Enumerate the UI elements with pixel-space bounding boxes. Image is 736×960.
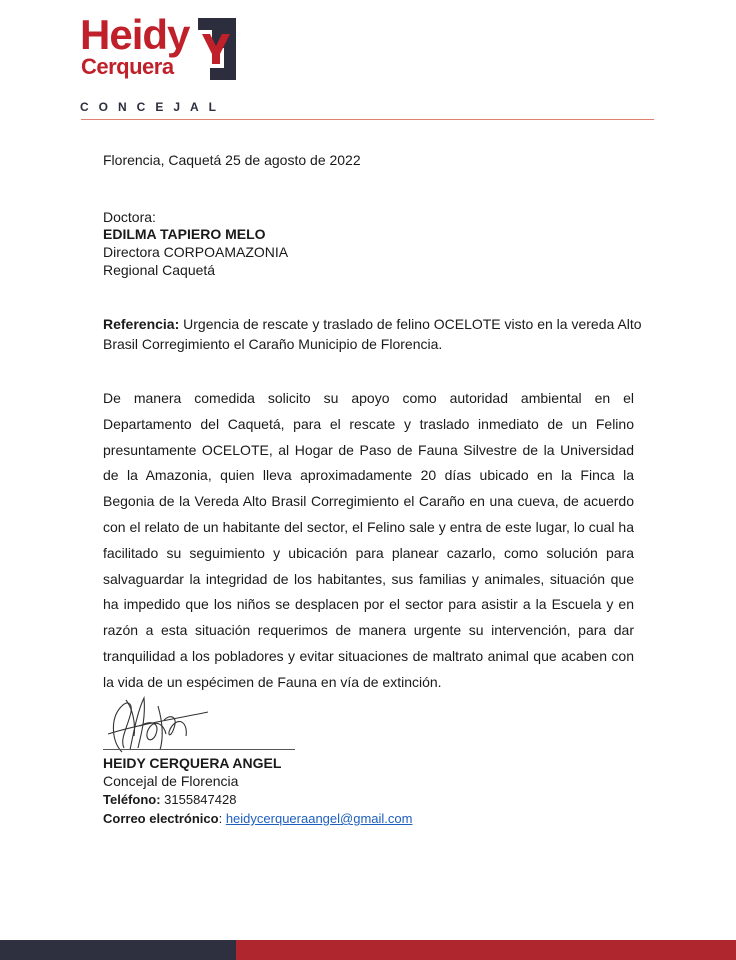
phone-label: Teléfono: — [103, 792, 161, 807]
logo-name-top: Heidy — [80, 11, 190, 58]
signer-name: HEIDY CERQUERA ANGEL — [103, 755, 282, 771]
email-label: Correo electrónico — [103, 811, 219, 826]
email-link[interactable]: heidycerqueraangel@gmail.com — [225, 811, 413, 826]
logo — [80, 11, 250, 114]
email-separator: : — [218, 811, 226, 826]
reference — [103, 315, 648, 354]
recipient-name: EDILMA TAPIERO MELO — [103, 226, 266, 242]
header-divider — [81, 119, 654, 120]
salutation: Doctora: — [103, 209, 156, 225]
handwritten-signature — [100, 690, 210, 756]
logo-role: CONCEJAL — [80, 100, 227, 114]
phone-line — [103, 791, 236, 809]
signer-title: Concejal de Florencia — [103, 773, 239, 789]
signature-line — [103, 749, 295, 750]
phone-value: 3155847428 — [160, 792, 237, 807]
footer-bar-dark — [0, 940, 236, 960]
reference-label: Referencia: — [103, 316, 180, 332]
place-date: Florencia, Caquetá 25 de agosto de 2022 — [103, 152, 361, 168]
email-line — [103, 810, 412, 828]
footer-bar-red — [236, 940, 736, 960]
letter-body: De manera comedida solicito su apoyo como autoridad ambiental en el Departamento del Caquetá, para el rescate y traslado inmediato de un Felino presuntamente OCELOTE, al Hogar de Paso de Fauna Silvestre de la Universidad de la Amazonia, quien lleva aproximadamente 20 días ubicado en la Finca la Begonia de la Vereda Alto Brasil Corregimiento el Caraño en una cueva, de acuerdo con el relato de un habitante del sector, el Felino sale y entra de este lugar, lo cual ha facilitado su seguimiento y ubicación para planear cazarlo, como solución para salvaguardar la integridad de los habitantes, sus familias y animales, situación que ha impedido que los niños se desplacen por el sector para asistir a la Escuela y en razón a esta situación requerimos de manera urgente su intervención, para dar tranquilidad a los pobladores y evitar situaciones de maltrato animal que acaben con la vida de un espécimen de Fauna en vía de extinción. — [103, 390, 634, 690]
reference-text: Urgencia de rescate y traslado de felino OCELOTE visto en la vereda Alto Brasil Corregimiento el Caraño Municipio de Florencia. — [103, 316, 642, 352]
recipient-title: Directora CORPOAMAZONIA — [103, 244, 289, 260]
recipient-region: Regional Caquetá — [103, 262, 216, 278]
logo-name-bottom: Cerquera — [81, 54, 174, 79]
logo-y-mark-icon — [198, 18, 236, 80]
